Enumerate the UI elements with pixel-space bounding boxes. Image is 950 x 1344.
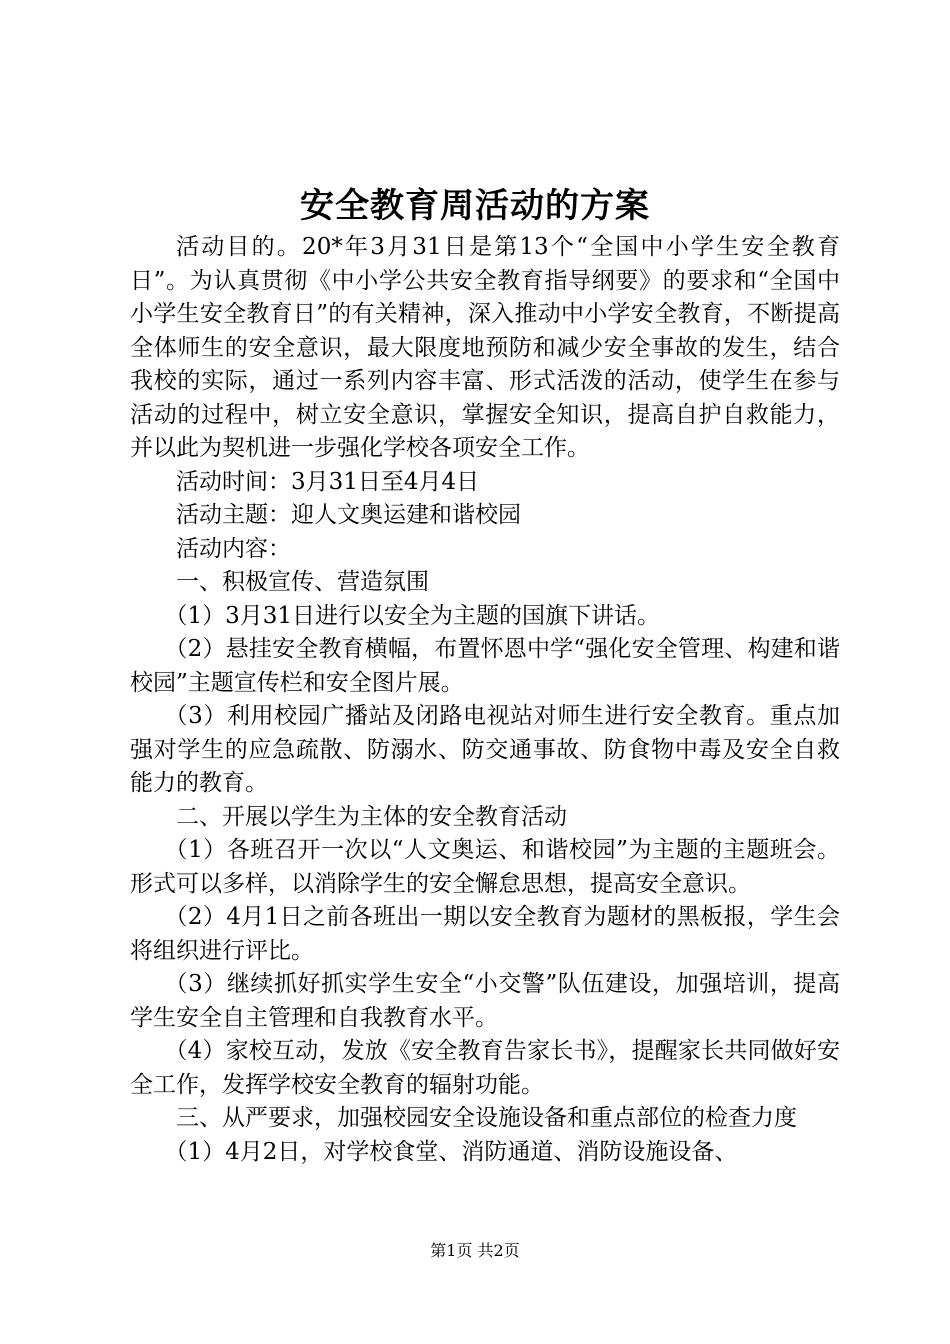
list-item: （2）悬挂安全教育横幅，布置怀恩中学“强化安全管理、构建和谐校园”主题宣传栏和安全图片展。 [130,636,840,696]
section-heading-2: 二、开展以学生为主体的安全教育活动 [176,803,567,830]
list-item: （3）继续抓好抓实学生安全“小交警”队伍建设，加强培训，提高学生安全自主管理和自我教育水平。 [130,971,840,1031]
list-item: （1）4月2日，对学校食堂、消防通道、消防设施设备、 [164,1138,738,1165]
list-item: （1）3月31日进行以安全为主题的国旗下讲话。 [164,602,661,629]
paragraph-content-heading: 活动内容： [176,535,291,562]
paragraph-theme: 活动主题：迎人文奥运建和谐校园 [176,502,521,528]
document-body [130,231,840,1169]
list-item: （2）4月1日之前各班出一期以安全教育为题材的黑板报，学生会将组织进行评比。 [130,904,840,964]
list-item: （4）家校互动，发放《安全教育告家长书》，提醒家长共同做好安全工作，发挥学校安全教育的辐射功能。 [130,1038,840,1098]
list-item: （1）各班召开一次以“人文奥运、和谐校园”为主题的主题班会。形式可以多样，以消除学生的安全懈怠思想，提高安全意识。 [130,837,840,897]
section-heading-3: 三、从严要求，加强校园安全设施设备和重点部位的检查力度 [176,1105,797,1131]
page-footer: 第1页 共2页 [430,1241,520,1260]
paragraph-time: 活动时间：3月31日至4月4日 [176,468,480,495]
list-item: （3）利用校园广播站及闭路电视站对师生进行安全教育。重点加强对学生的应急疏散、防溺水、防交通事故、防食物中毒及安全自救能力的教育。 [130,703,840,796]
document-title: 安全教育周活动的方案 [300,186,650,226]
section-heading-1: 一、积极宣传、营造氛围 [176,569,429,595]
paragraph-purpose: 活动目的。20*年3月31日是第13个“全国中小学生安全教育日”。为认真贯彻《中小学公共安全教育指导纲要》的要求和“全国中小学生安全教育日”的有关精神，深入推动中小学安全教育，不断提高全体师生的安全意识，最大限度地预防和减少安全事故的发生，结合我校的实际，通过一系列内容丰富、形式活泼的活动，使学生在参与活动的过程中，树立安全意识，掌握安全知识，提高自护自救能力，并以此为契机进一步强化学校各项安全工作。 [130,234,840,461]
